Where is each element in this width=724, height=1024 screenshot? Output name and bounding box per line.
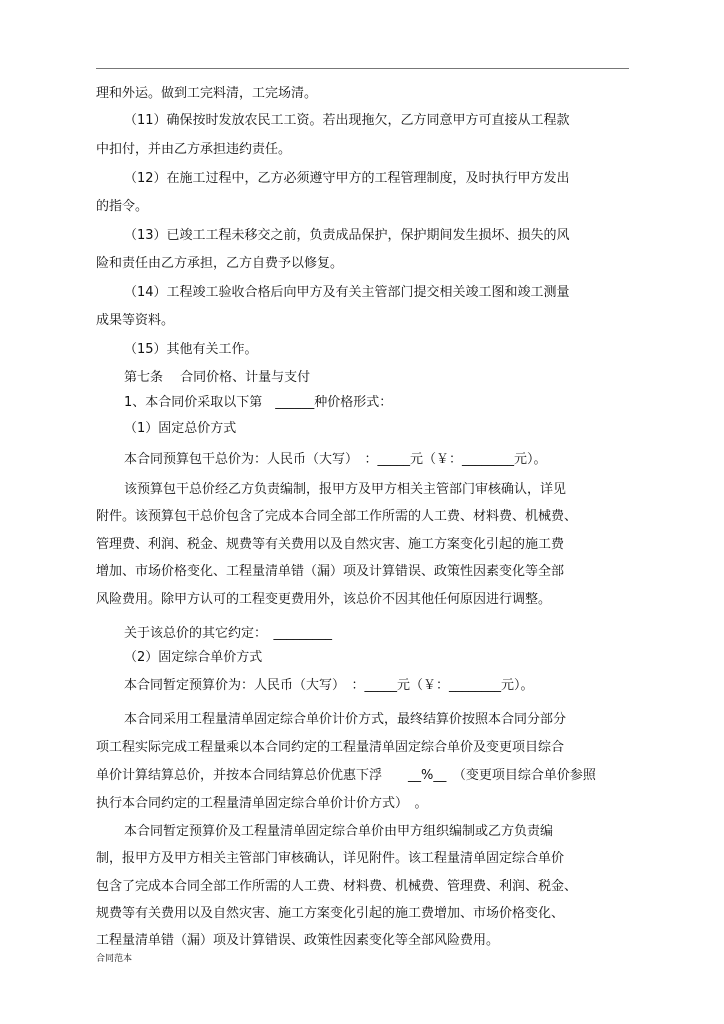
text-line: 管理费、利润、税金、规费等有关费用以及自然灾害、施工方案变化引起的施工费: [96, 537, 565, 552]
subsection-heading: （2）固定综合单价方式: [124, 650, 263, 665]
text-line: （13）已竣工工程未移交之前，负责成品保护，保护期间发生损坏、损失的风: [124, 228, 570, 243]
text-line: 关于该总价的其它约定： _________: [124, 626, 333, 641]
text-line: 附件。该预算包干总价包含了完成本合同全部工作所需的人工费、材料费、机械费、: [96, 509, 578, 524]
text-line: 增加、市场价格变化、工程量清单错（漏）项及计算错误、政策性因素变化等全部: [96, 564, 565, 579]
text-line: 规费等有关费用以及自然灾害、施工方案变化引起的施工费增加、市场价格变化、: [96, 906, 565, 921]
article-heading: 第七条 合同价格、计量与支付: [124, 370, 311, 385]
text-line: （15）其他有关工作。: [124, 342, 258, 357]
text-line: 风险费用。除甲方认可的工程变更费用外，该总价不因其他任何原因进行调整。: [96, 592, 552, 607]
text-line: （12）在施工过程中，乙方必须遵守甲方的工程管理制度，及时执行甲方发出: [124, 171, 570, 186]
subsection-heading: （1）固定总价方式: [124, 421, 237, 436]
text-line: 本合同暂定预算价及工程量清单固定综合单价由甲方组织编制或乙方负责编: [124, 824, 554, 839]
text-line: 险和责任由乙方承担，乙方自费予以修复。: [96, 256, 344, 271]
text-line: 本合同预算包干总价为：人民币（大写） ：_____元（￥：________元）。: [124, 452, 547, 467]
text-line: 项工程实际完成工程量乘以本合同约定的工程量清单固定综合单价及变更项目综合: [96, 740, 565, 755]
page-footer: 合同范本: [96, 954, 133, 964]
text-line: 单价计算结算总价，并按本合同结算总价优惠下浮 __%__ （变更项目综合单价参照: [96, 768, 596, 783]
text-line: 本合同暂定预算价为：人民币（大写） ：_____元（￥：________元）。: [124, 678, 534, 693]
text-line: （14）工程竣工验收合格后向甲方及有关主管部门提交相关竣工图和竣工测量: [124, 285, 570, 300]
text-line: 执行本合同约定的工程量清单固定综合单价计价方式） 。: [96, 796, 428, 811]
text-line: 1、本合同价采取以下第 ______种价格形式：: [124, 395, 393, 410]
text-line: 包含了完成本合同全部工作所需的人工费、材料费、机械费、管理费、利润、税金、: [96, 879, 578, 894]
text-line: 成果等资料。: [96, 313, 175, 328]
text-line: 理和外运。做到工完料清，工完场清。: [96, 86, 318, 101]
text-line: （11）确保按时发放农民工工资。若出现拖欠，乙方同意甲方可直接从工程款: [124, 113, 570, 128]
text-line: 工程量清单错（漏）项及计算错误、政策性因素变化等全部风险费用。: [96, 933, 500, 948]
text-line: 该预算包干总价经乙方负责编制，报甲方及甲方相关主管部门审核确认，详见: [124, 482, 567, 497]
text-line: 制，报甲方及甲方相关主管部门审核确认，详见附件。该工程量清单固定综合单价: [96, 851, 565, 866]
text-line: 的指令。: [96, 199, 149, 214]
text-line: 本合同采用工程量清单固定综合单价计价方式，最终结算价按照本合同分部分: [124, 712, 567, 727]
header-rule: [96, 68, 629, 69]
text-line: 中扣付，并由乙方承担违约责任。: [96, 142, 292, 157]
